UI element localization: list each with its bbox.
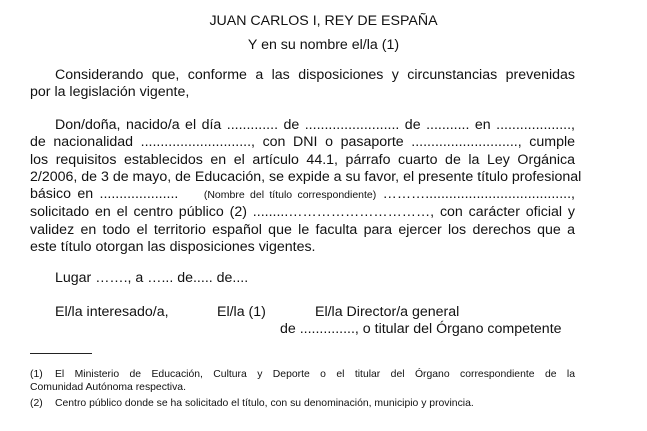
signature-director-organ: de .............., o titular del Órgano competente xyxy=(280,321,562,337)
title-blank-end: ………....................................., xyxy=(382,186,575,203)
footnote-text: El Ministerio de Educación, Cultura y Deporte o el titular del Órgano correspondiente de la xyxy=(55,369,575,380)
document-subtitle: Y en su nombre el/la (1) xyxy=(247,37,400,53)
footnote-separator xyxy=(30,353,92,354)
signature-director: El/la Director/a general xyxy=(315,304,460,320)
title-blank: básico en .................... xyxy=(30,186,179,203)
footnote-number: (1) xyxy=(30,369,43,380)
paragraph-line: validez en todo el territorio español que le faculta para ejercer los derechos que a xyxy=(30,221,575,238)
footnote-1 xyxy=(30,368,575,394)
footnote-text: Centro público donde se ha solicitado el título, con su denominación, municipio y provincia. xyxy=(55,398,474,409)
place-date-line: Lugar ……., a …... de..... de.... xyxy=(55,270,249,286)
footnote-line: Comunidad Autónoma respectiva. xyxy=(30,382,186,393)
title-hint: (Nombre del título correspondiente) xyxy=(203,189,377,202)
paragraph-line: Don/doña, nacido/a el día ............. de ........................ de ........... en ..................., xyxy=(55,117,575,133)
paragraph-line: de nacionalidad ............................, con DNI o pasaporte ..........................., cumple xyxy=(30,134,575,151)
paragraph-line: por la legislación vigente, xyxy=(30,84,190,101)
considering-paragraph xyxy=(30,67,575,102)
signature-interested: El/la interesado/a, xyxy=(55,304,169,320)
paragraph-line: 2/2006, de 3 de mayo, de Educación, se expide a su favor, el presente título profesional xyxy=(30,168,582,185)
paragraph-line-title xyxy=(30,186,575,204)
footnote-line xyxy=(30,397,575,410)
footnote-number: (2) xyxy=(30,398,43,409)
paragraph-line: Considerando que, conforme a las disposiciones y circunstancias prevenidas xyxy=(55,67,575,83)
footnote-2 xyxy=(30,397,575,410)
holder-paragraph xyxy=(30,117,582,256)
paragraph-line: este título otorgan las disposiciones vigentes. xyxy=(30,239,316,256)
signature-authority: El/la (1) xyxy=(217,304,266,320)
paragraph-line: solicitado en el centro público (2) .........…………………………, con carácter oficial y xyxy=(30,204,575,221)
paragraph-line: los requisitos establecidos en el artículo 44.1, párrafo cuarto de la Ley Orgánica xyxy=(30,151,575,168)
footnote-line xyxy=(30,368,575,381)
document-title: JUAN CARLOS I, REY DE ESPAÑA xyxy=(209,13,438,29)
